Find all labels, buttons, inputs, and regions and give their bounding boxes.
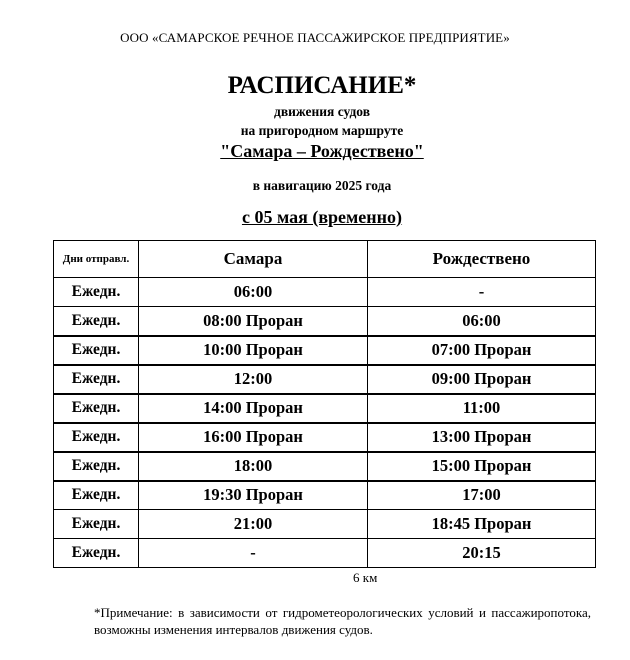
rozhdestveno-departure-cell: 20:15 (368, 539, 596, 568)
column-header-rozhdestveno: Рождествено (368, 241, 596, 278)
rozhdestveno-departure-cell: 09:00 Проран (368, 365, 596, 394)
samara-departure-cell: 08:00 Проран (139, 307, 368, 336)
rozhdestveno-departure-cell: 11:00 (368, 394, 596, 423)
samara-departure-cell: 19:30 Проран (139, 481, 368, 510)
samara-departure-cell: - (139, 539, 368, 568)
table-row (54, 307, 596, 336)
rozhdestveno-departure-cell: 18:45 Проран (368, 510, 596, 539)
table-row (54, 452, 596, 481)
days-cell: Ежедн. (54, 452, 139, 481)
column-header-days: Дни отправл. (54, 241, 139, 278)
table-row (54, 539, 596, 568)
days-cell: Ежедн. (54, 481, 139, 510)
subtitle-line-1: движения судов (274, 104, 370, 119)
table-row (54, 365, 596, 394)
table-row (54, 481, 596, 510)
rozhdestveno-departure-cell: 15:00 Проран (368, 452, 596, 481)
navigation-season: в навигацию 2025 года (252, 178, 392, 193)
days-cell: Ежедн. (54, 510, 139, 539)
footnote: *Примечание: в зависимости от гидрометеорологических условий и пассажиропотока, возможны изменения интервалов движения судов. (94, 605, 591, 637)
samara-departure-cell: 12:00 (139, 365, 368, 394)
rozhdestveno-departure-cell: 06:00 (368, 307, 596, 336)
days-cell: Ежедн. (54, 278, 139, 307)
days-cell: Ежедн. (54, 394, 139, 423)
rozhdestveno-departure-cell: 17:00 (368, 481, 596, 510)
table-row (54, 278, 596, 307)
samara-departure-cell: 18:00 (139, 452, 368, 481)
rozhdestveno-departure-cell: 07:00 Проран (368, 336, 596, 365)
days-cell: Ежедн. (54, 365, 139, 394)
table-row (54, 336, 596, 365)
route-distance: 6 км (353, 570, 378, 585)
schedule-table (53, 240, 596, 568)
table-header-row (54, 241, 596, 278)
column-header-samara: Самара (139, 241, 368, 278)
table-row (54, 423, 596, 452)
rozhdestveno-departure-cell: - (368, 278, 596, 307)
subtitle-line-2: на пригородном маршруте (240, 123, 404, 138)
samara-departure-cell: 16:00 Проран (139, 423, 368, 452)
table-row (54, 510, 596, 539)
days-cell: Ежедн. (54, 539, 139, 568)
days-cell: Ежедн. (54, 336, 139, 365)
route-name: "Самара – Рождествено" (220, 141, 424, 161)
samara-departure-cell: 06:00 (139, 278, 368, 307)
table-row (54, 394, 596, 423)
samara-departure-cell: 21:00 (139, 510, 368, 539)
schedule-period: с 05 мая (временно) (241, 207, 403, 227)
rozhdestveno-departure-cell: 13:00 Проран (368, 423, 596, 452)
page-title: РАСПИСАНИЕ* (227, 72, 417, 99)
company-name: ООО «САМАРСКОЕ РЕЧНОЕ ПАССАЖИРСКОЕ ПРЕДПРИЯТИЕ» (120, 30, 510, 45)
days-cell: Ежедн. (54, 307, 139, 336)
samara-departure-cell: 10:00 Проран (139, 336, 368, 365)
days-cell: Ежедн. (54, 423, 139, 452)
samara-departure-cell: 14:00 Проран (139, 394, 368, 423)
